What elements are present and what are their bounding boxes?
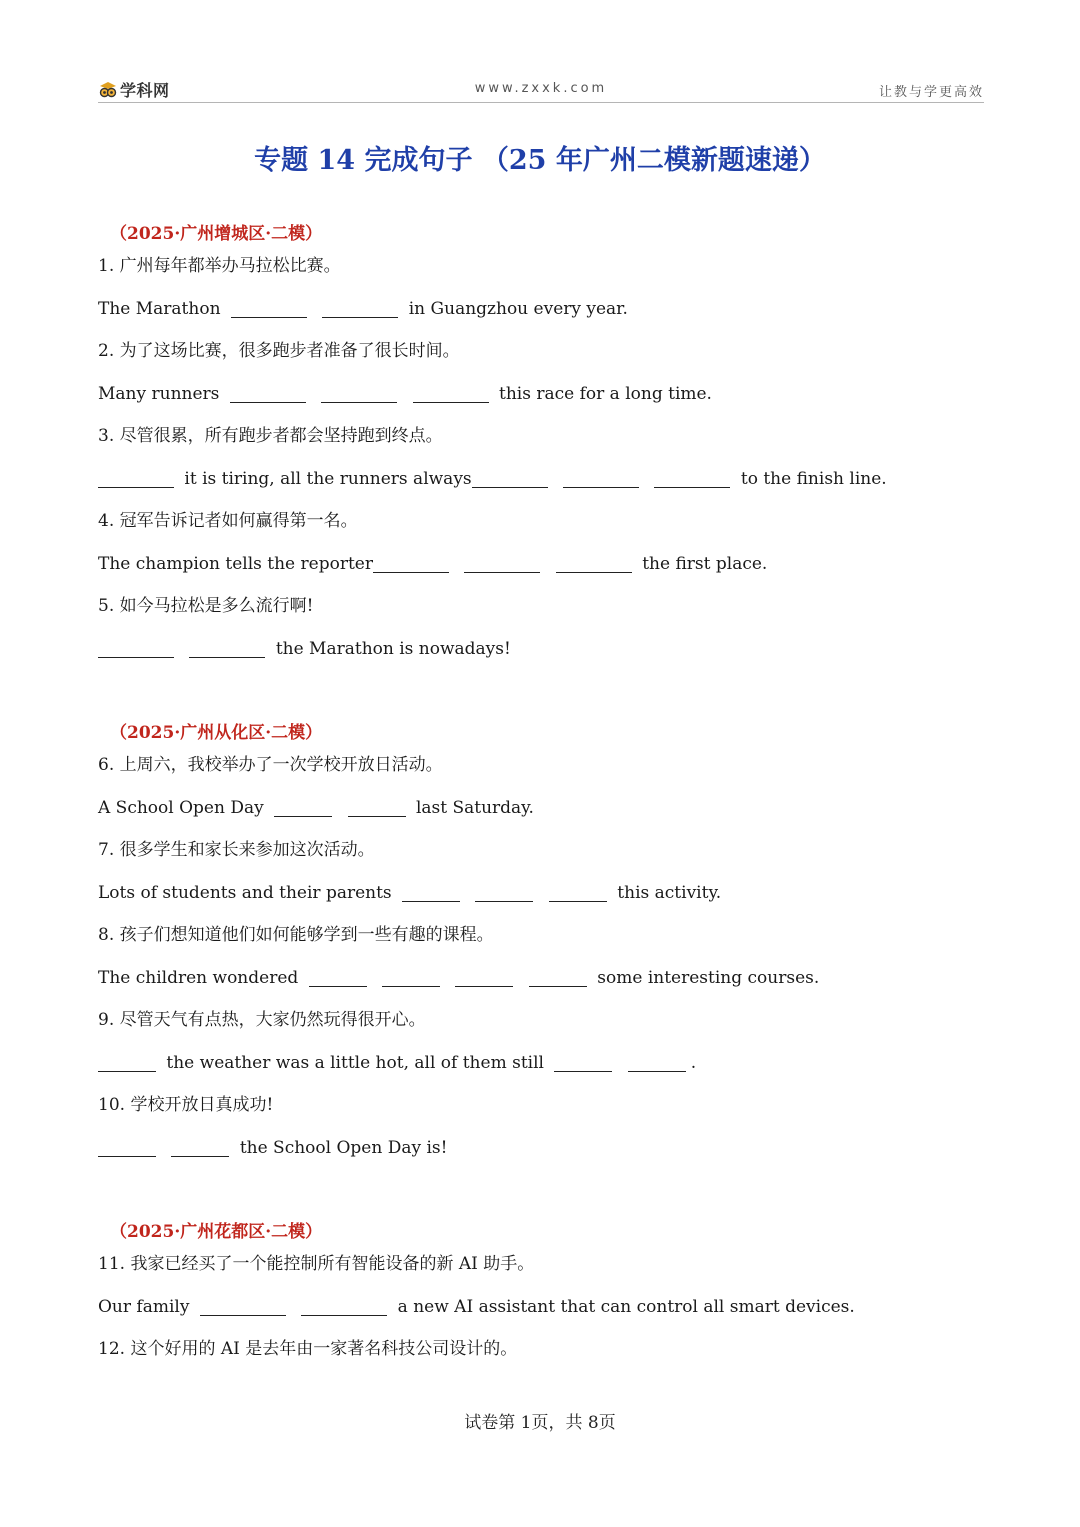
question-3-english [98,463,988,506]
answer-blank [475,881,533,902]
answer-blank [382,966,440,987]
question-text: the Marathon is nowadays! [275,638,511,659]
answer-blank [563,467,639,488]
question-text: the School Open Day is! [239,1137,448,1158]
question-9-english [98,1047,988,1090]
question-5-english [98,633,988,676]
question-text: in Guangzhou every year. [408,298,628,319]
question-10-english [98,1132,988,1175]
question-3-chinese: 3. 尽管很累，所有跑步者都会坚持跑到终点。 [98,426,443,446]
question-text: Many runners [98,383,220,404]
question-5-chinese: 5. 如今马拉松是多么流行啊! [98,596,314,616]
answer-blank [455,966,513,987]
question-10-chinese: 10. 学校开放日真成功! [98,1095,274,1115]
answer-blank [98,1051,156,1072]
question-4-english [98,548,988,591]
question-text: A School Open Day [98,797,264,818]
question-text: . [690,1052,697,1073]
answer-blank [348,796,406,817]
header-url[interactable]: www.zxxk.com [474,81,608,96]
question-text: to the finish line. [740,468,887,489]
answer-blank [321,382,397,403]
answer-blank [402,881,460,902]
answer-blank [413,382,489,403]
answer-blank [98,467,174,488]
section-heading: （2025·广州增城区·二模） [110,224,323,244]
question-12-chinese: 12. 这个好用的 AI 是去年由一家著名科技公司设计的。 [98,1339,518,1359]
question-text: Lots of students and their parents [98,882,392,903]
question-7-english [98,877,988,920]
answer-blank [98,1136,156,1157]
page-header [98,76,984,103]
question-text: The children wondered [98,967,299,988]
question-text: The champion tells the reporter [98,553,373,574]
question-7-chinese: 7. 很多学生和家长来参加这次活动。 [98,840,375,860]
question-text: a new AI assistant that can control all smart devices. [397,1296,855,1317]
answer-blank [309,966,367,987]
page-footer: 试卷第 1页，共 8页 [464,1413,616,1433]
question-text: this activity. [617,882,722,903]
question-1-chinese: 1. 广州每年都举办马拉松比赛。 [98,256,341,276]
question-text: the first place. [642,553,768,574]
answer-blank [274,796,332,817]
answer-blank [554,1051,612,1072]
answer-blank [200,1295,286,1316]
answer-blank [556,552,632,573]
question-2-chinese: 2. 为了这场比赛，很多跑步者准备了很长时间。 [98,341,460,361]
answer-blank [322,297,398,318]
question-text: Our family [98,1296,190,1317]
section-heading: （2025·广州花都区·二模） [110,1222,323,1242]
answer-blank [189,637,265,658]
question-text: The Marathon [98,298,221,319]
answer-blank [628,1051,686,1072]
question-text: last Saturday. [415,797,534,818]
answer-blank [549,881,607,902]
answer-blank [98,637,174,658]
question-9-chinese: 9. 尽管天气有点热，大家仍然玩得很开心。 [98,1010,426,1030]
logo-text: 学科网 [120,81,170,100]
question-4-chinese: 4. 冠军告诉记者如何赢得第一名。 [98,511,358,531]
answer-blank [373,552,449,573]
question-text: this race for a long time. [499,383,712,404]
question-8-english [98,962,988,1005]
question-text: the weather was a little hot, all of them still [166,1052,544,1073]
question-1-english [98,293,988,336]
question-11-chinese: 11. 我家已经买了一个能控制所有智能设备的新 AI 助手。 [98,1254,535,1274]
answer-blank [529,966,587,987]
answer-blank [472,467,548,488]
document-title: 专题 14 完成句子 （25 年广州二模新题速递） [254,145,826,176]
question-6-english [98,792,988,835]
question-text: it is tiring, all the runners always [184,468,472,489]
answer-blank [464,552,540,573]
question-text: some interesting courses. [597,967,820,988]
question-2-english [98,378,988,421]
answer-blank [230,382,306,403]
header-slogan: 让教与学更高效 [878,85,984,100]
question-11-english [98,1291,988,1334]
section-heading: （2025·广州从化区·二模） [110,723,323,743]
answer-blank [301,1295,387,1316]
answer-blank [231,297,307,318]
question-list [98,218,988,1376]
question-8-chinese: 8. 孩子们想知道他们如何能够学到一些有趣的课程。 [98,925,494,945]
answer-blank [654,467,730,488]
answer-blank [171,1136,229,1157]
question-6-chinese: 6. 上周六，我校举办了一次学校开放日活动。 [98,755,443,775]
